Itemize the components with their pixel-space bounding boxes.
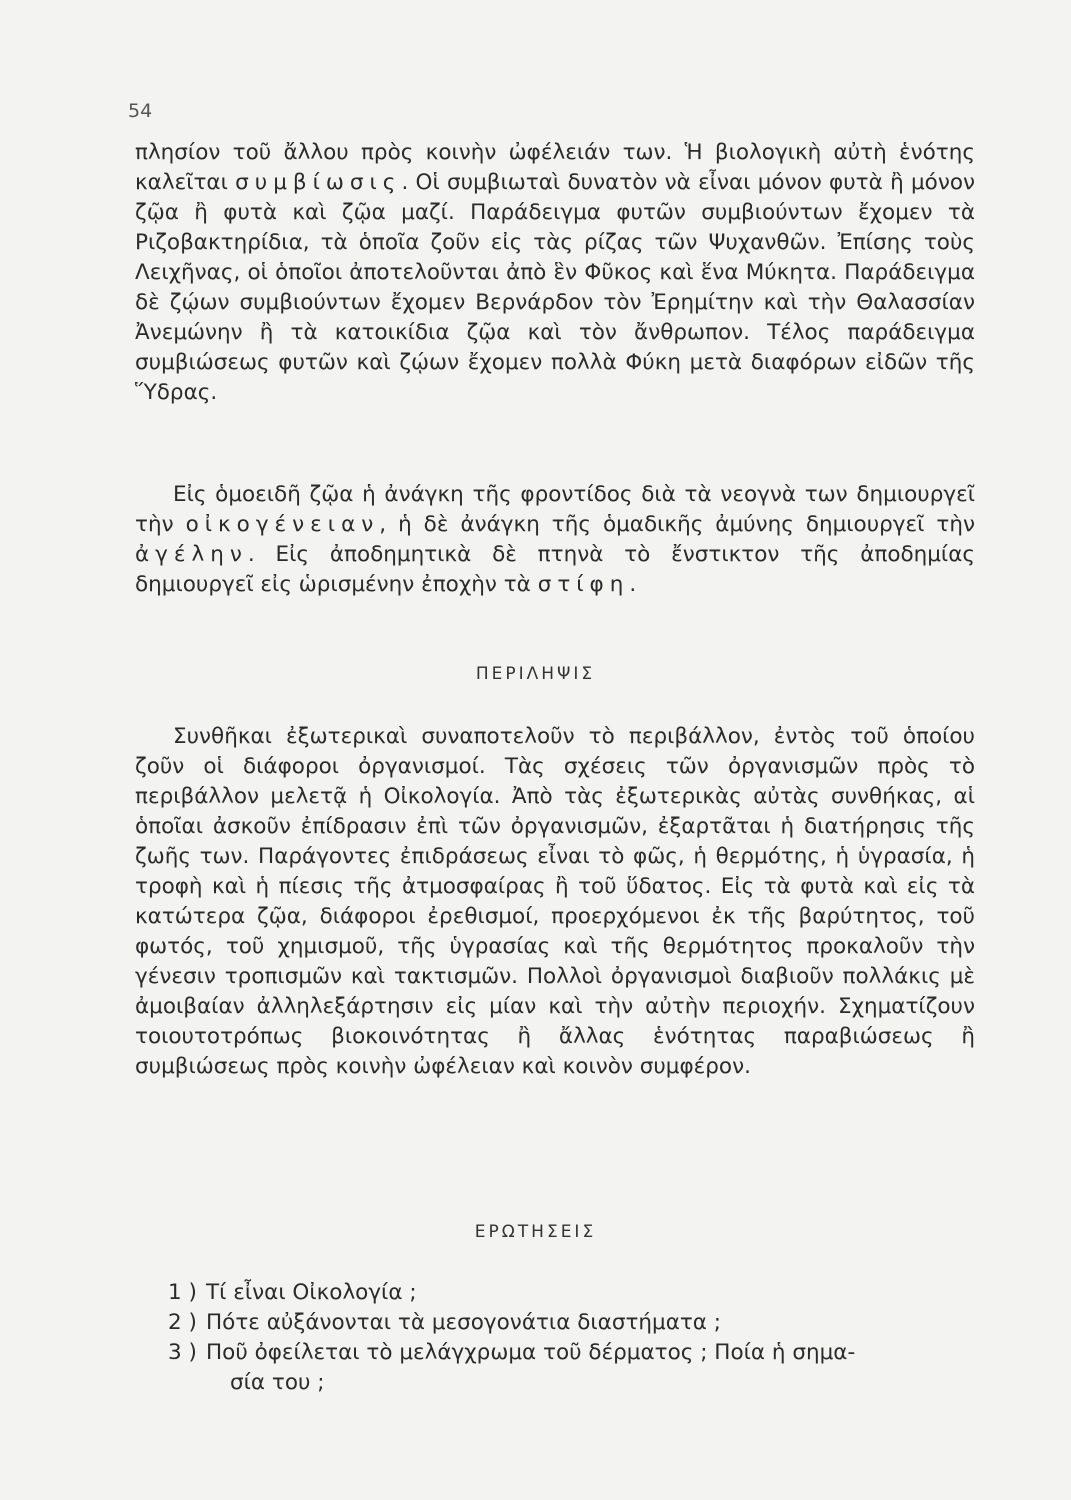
question-item (168, 1338, 978, 1368)
question-number: 3 ) (168, 1340, 197, 1365)
paragraph-text: Συνθῆκαι ἐξωτερικαὶ συναποτελοῦν τὸ περιβάλλον, ἐντὸς τοῦ ὁποίου ζοῦν οἱ διάφοροι ὀργανισμοί. Τὰς σχέσεις τῶν ὀργανισμῶν πρὸς τὸ περιβάλλον μελετᾷ ἡ Οἰκολογία. Ἀπὸ τὰς ἐξωτερικὰς αὐτὰς συνθήκας, αἱ ὁποῖαι ἀσκοῦν ἐπίδρασιν ἐπὶ τῶν ὀργανισμῶν, ἐξαρτᾶται ἡ διατήρησις τῆς ζωῆς των. Παράγοντες ἐπιδράσεως εἶναι τὸ φῶς, ἡ θερμότης, ἡ ὑγρασία, ἡ τροφὴ καὶ ἡ πίεσις τῆς ἀτμοσφαίρας ἢ τοῦ ὕδατος. Εἰς τὰ φυτὰ καὶ εἰς τὰ κατώτερα ζῷα, διάφοροι ἐρεθισμοί, προερχόμενοι ἐκ τῆς βαρύτητος, τοῦ φωτός, τοῦ χημισμοῦ, τῆς ὑγρασίας καὶ τῆς θερμότητος προκαλοῦν τὴν γένεσιν τροπισμῶν καὶ τακτισμῶν. Πολλοὶ ὀργανισμοὶ διαβιοῦν πολλάκις μὲ ἀμοιβαίαν ἀλληλεξάρτησιν εἰς μίαν καὶ τὴν αὐτὴν περιοχήν. Σχηματίζουν τοιουτοτρόπως βιοκοινότητας ἢ ἄλλας ἑνότητας παραβιώσεως ἢ συμβιώσεως πρὸς κοινὴν ὠφέλειαν καὶ κοινὸν συμφέρον. (135, 724, 975, 1079)
question-item (168, 1308, 978, 1338)
term-family: οἰκογένειαν (185, 512, 380, 537)
term-flocks: στίφη (537, 572, 630, 597)
term-symbiosis: συμβίωσις (235, 170, 402, 195)
summary-heading: ΠΕΡΙΛΗΨΙΣ (475, 664, 596, 684)
questions-list (168, 1278, 978, 1398)
summary-paragraph (135, 722, 975, 1082)
body-paragraph-family (135, 480, 975, 600)
paragraph-text: Εἰς ὁμοειδῆ ζῷα ἡ ἀνάγκη τῆς φροντίδος διὰ τὰ νεογνὰ των δημιουργεῖ τὴν οἰκογένειαν, ἡ δὲ ἀνάγκη τῆς ὁμαδικῆς ἀμύνης δημιουργεῖ τὴν ἀγέλην. Εἰς ἀποδημητικὰ δὲ πτηνὰ τὸ ἔνστικτον τῆς ἀποδημίας δημιουργεῖ εἰς ὡρισμένην ἐποχὴν τὰ στίφη. (135, 482, 975, 597)
question-text: Τί εἶναι Οἰκολογία ; (206, 1280, 417, 1305)
question-continuation: σία του ; (230, 1370, 325, 1395)
question-number: 2 ) (168, 1310, 197, 1335)
question-text: Πότε αὐξάνονται τὰ μεσογονάτια διαστήματα ; (206, 1310, 722, 1335)
term-herd: ἀγέλην (135, 542, 248, 567)
body-paragraph-symbiosis (135, 138, 975, 408)
question-item (168, 1278, 978, 1308)
question-text: Ποῦ ὀφείλεται τὸ μελάγχρωμα τοῦ δέρματος ; Ποία ἡ σημα- (206, 1340, 856, 1365)
paragraph-text: πλησίον τοῦ ἄλλου πρὸς κοινὴν ὠφέλειάν των. Ἡ βιολογικὴ αὐτὴ ἑνότης καλεῖται συμβίωσις. Οἱ συμβιωταὶ δυνατὸν νὰ εἶναι μόνον φυτὰ ἢ μόνον ζῷα ἢ φυτὰ καὶ ζῷα μαζί. Παράδειγμα φυτῶν συμβιούντων ἔχομεν τὰ Ριζοβακτηρίδια, τὰ ὁποῖα ζοῦν εἰς τὰς ρίζας τῶν Ψυχανθῶν. Ἐπίσης τοὺς Λειχῆνας, οἱ ὁποῖοι ἀποτελοῦνται ἀπὸ ἓν Φῦκος καὶ ἕνα Μύκητα. Παράδειγμα δὲ ζῴων συμβιούντων ἔχομεν Βερνάρδον τὸν Ἐρημίτην καὶ τὴν Θαλασσίαν Ἀνεμώνην ἢ τὰ κατοικίδια ζῷα καὶ τὸν ἄνθρωπον. Τέλος παράδειγμα συμβιώσεως φυτῶν καὶ ζῴων ἔχομεν πολλὰ Φύκη μετὰ διαφόρων εἰδῶν τῆς Ὕδρας. (135, 140, 975, 405)
page-number: 54 (128, 100, 153, 122)
question-number: 1 ) (168, 1280, 197, 1305)
questions-heading: ΕΡΩΤΗΣΕΙΣ (474, 1222, 597, 1242)
